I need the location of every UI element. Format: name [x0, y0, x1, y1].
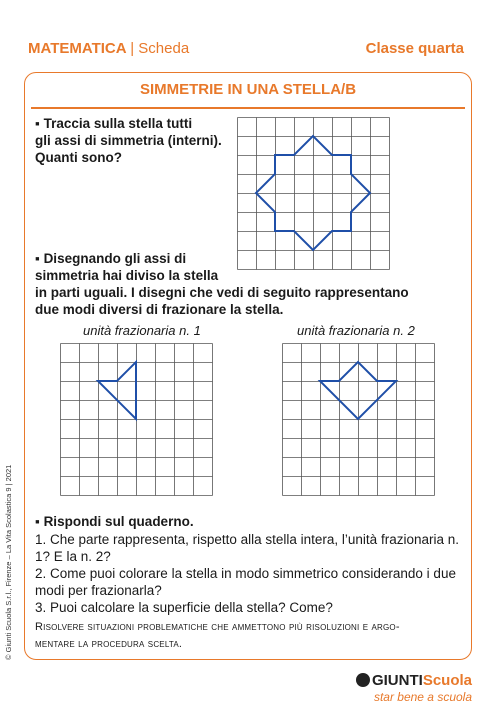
page-header [24, 40, 464, 64]
subject-name: MATEMATICA [28, 40, 127, 57]
subject-label [28, 40, 189, 57]
question-2-line2: modi per frazionarla? [35, 583, 162, 598]
question-1-line1: 1. Che parte rappresenta, rispetto alla stella intera, l’unità frazionaria n. [35, 532, 459, 547]
task1-line1: ▪ Traccia sulla stella tutti [35, 116, 193, 131]
question-2-line1: 2. Come puoi colorare la stella in modo simmetrico considerando i due [35, 566, 456, 581]
caption-unit-1: unità frazionaria n. 1 [83, 323, 201, 338]
caption-unit-2: unità frazionaria n. 2 [297, 323, 415, 338]
task2-line2: simmetria hai diviso la stella [35, 268, 219, 283]
logo-tagline: star bene a scuola [373, 690, 472, 704]
giunti-logo-icon [356, 673, 370, 687]
unit-2-grid [282, 343, 436, 497]
copyright-note: © Giunti Scuola S.r.l., Firenze – La Vita Scolastica 9 | 2021 [4, 464, 13, 660]
unit-1-shape [98, 362, 136, 419]
grade-label: Classe quarta [365, 40, 464, 57]
question-3: 3. Puoi calcolare la superficie della stella? Come? [35, 600, 333, 615]
task1-line3: Quanti sono? [35, 150, 122, 165]
sheet-kind: Scheda [138, 40, 190, 57]
task3-heading: ▪ Rispondi sul quaderno. [35, 514, 194, 529]
objective-line2: mentare la procedura scelta. [35, 638, 183, 650]
task2-line4: due modi diversi di frazionare la stella. [35, 302, 284, 317]
star-outline [256, 136, 370, 250]
task2-line1: ▪ Disegnando gli assi di [35, 251, 187, 266]
header-separator: | [130, 40, 135, 57]
unit-1-grid [60, 343, 214, 497]
objective-line1: Risolvere situazioni problematiche che ammettono più risoluzioni e argo- [35, 621, 400, 633]
learning-objective [35, 619, 465, 653]
title-divider [31, 107, 465, 109]
task1-line2: gli assi di simmetria (interni). [35, 133, 222, 148]
worksheet-title: SIMMETRIE IN UNA STELLA/B [139, 81, 357, 98]
giunti-scuola-logo: GIUNTIScuola star bene a scuola [356, 672, 472, 704]
question-1-line2: 1? E la n. 2? [35, 549, 111, 564]
task2-line3: in parti uguali. I disegni che vedi di seguito rappresentano [35, 285, 409, 300]
star-grid [237, 117, 391, 271]
unit-2-shape [320, 362, 396, 419]
